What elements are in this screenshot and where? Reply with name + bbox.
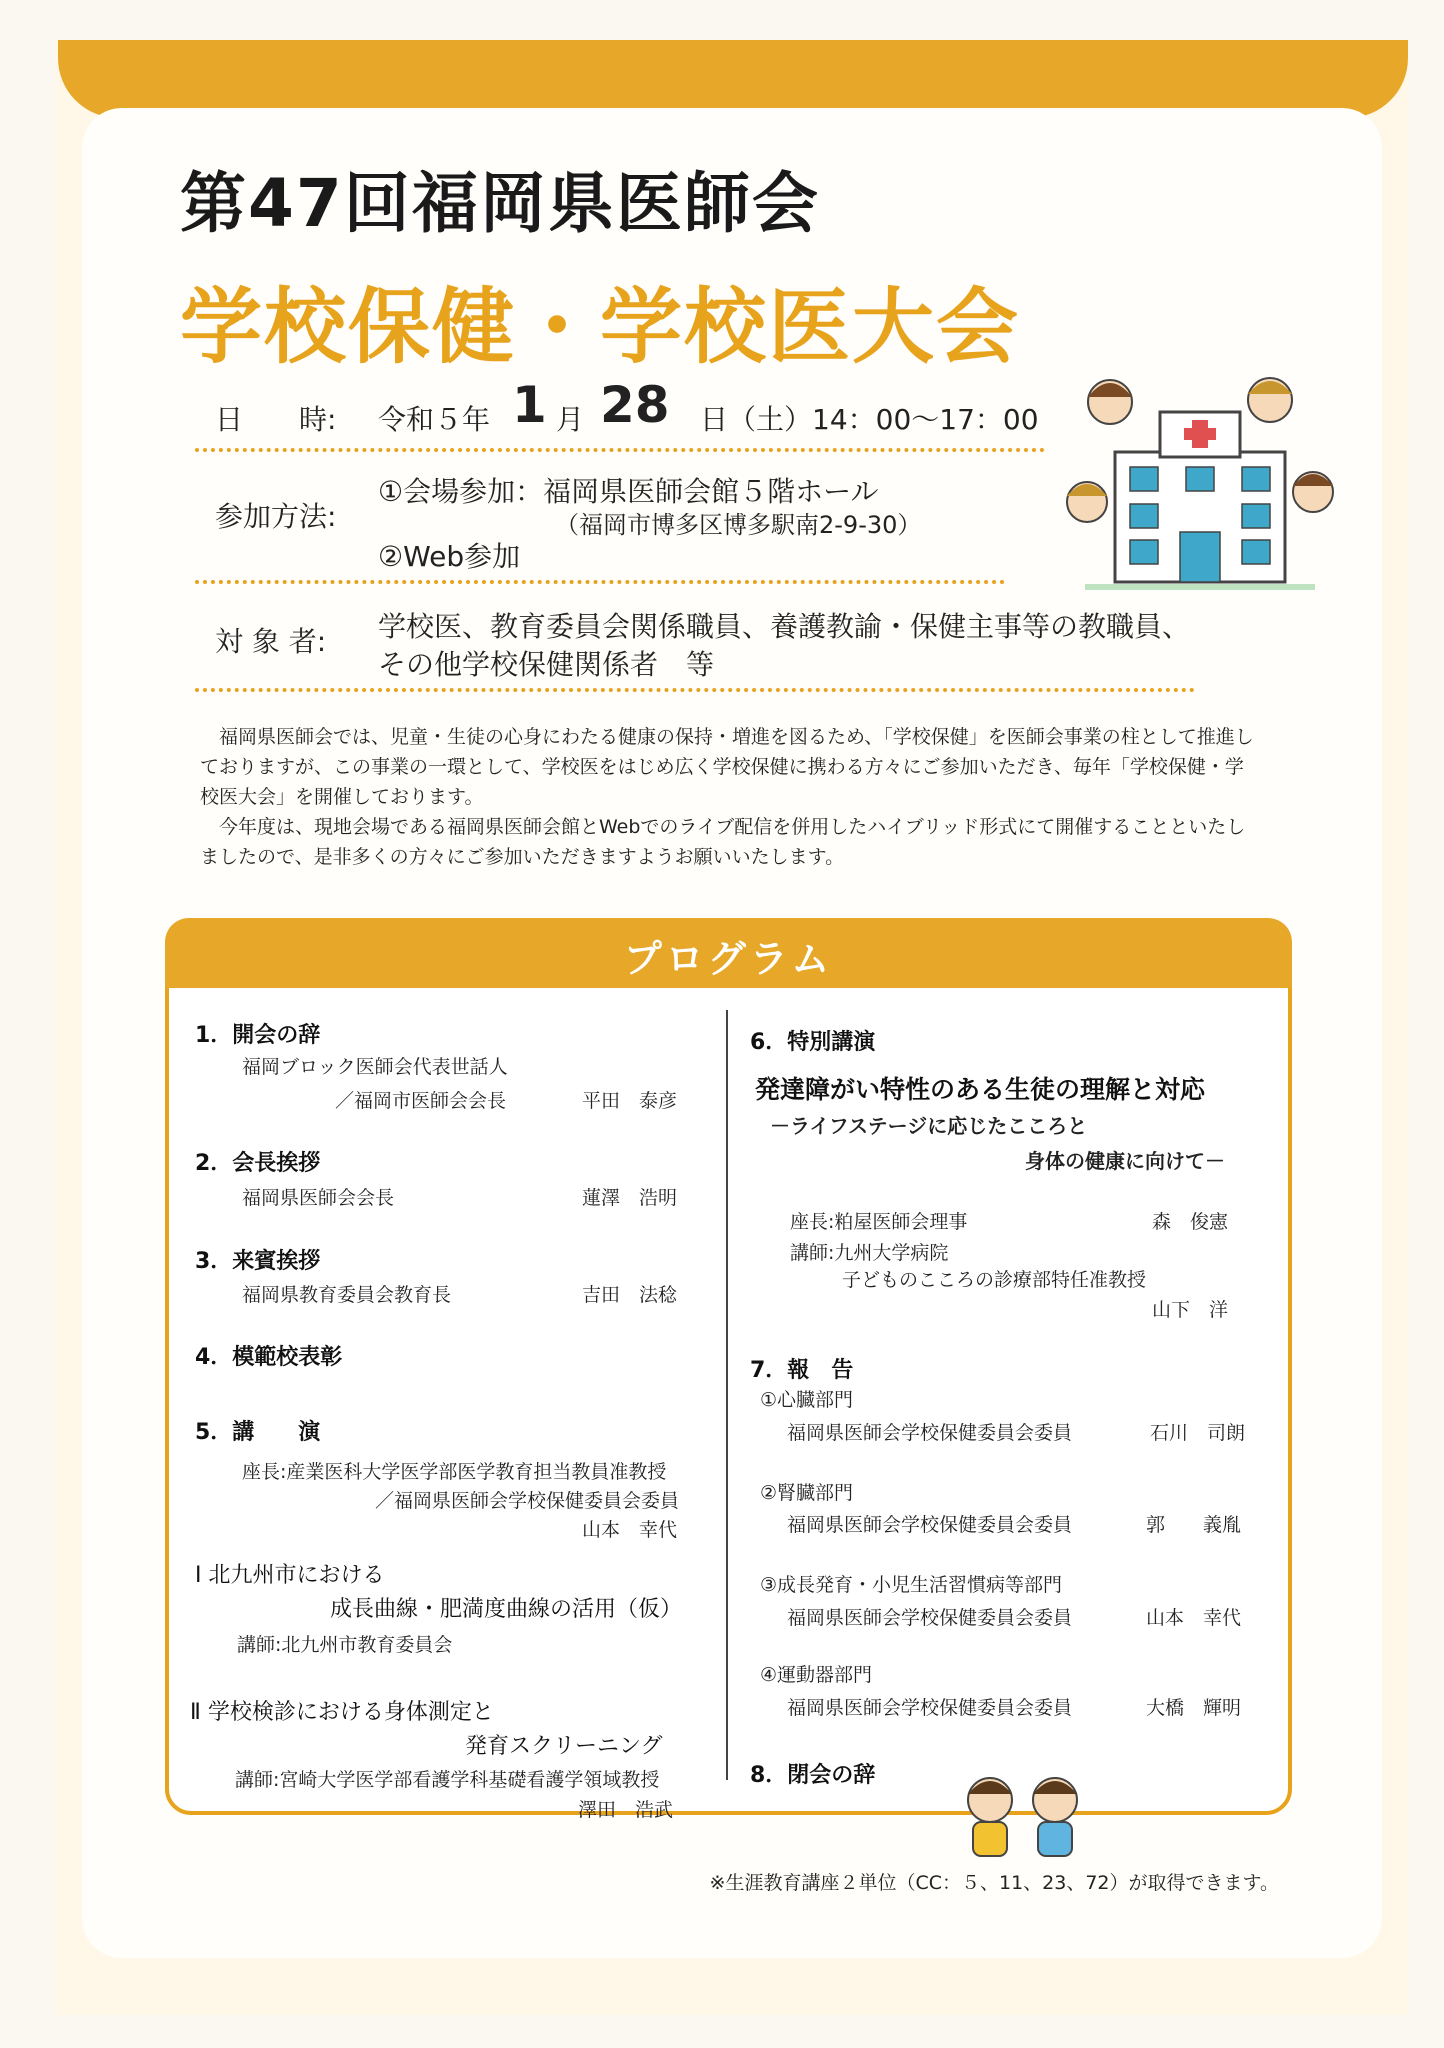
event-title-line2: 学校保健・学校医大会 [180,280,1021,375]
program-item-7-3-role: 福岡県医師会学校保健委員会委員 [787,1607,1073,1629]
program-item-6-lecturer-a: 講師:九州大学病院 [790,1242,949,1264]
program-item-7-1-name: 石川 司朗 [1150,1422,1246,1444]
hospital-illustration-icon [1065,372,1335,592]
program-item-5-talk-2-name: 澤田 浩武 [578,1799,674,1821]
program-item-7-4: ④運動器部門 [760,1664,873,1686]
date-suffix: 日（土）14：00～17：00 [700,403,1039,436]
program-item-1: 1．開会の辞 [195,1023,321,1048]
program-item-5-talk-1-lecturer: 講師:北九州市教育委員会 [237,1634,453,1656]
program-item-6-subtitle-b: 身体の健康に向けて－ [1025,1149,1225,1173]
method-web: ②Web参加 [378,540,521,573]
program-item-1-name: 平田 泰彦 [582,1090,678,1112]
program-item-7-3-name: 山本 幸代 [1146,1607,1242,1629]
intro-text [200,722,1260,872]
date-day: 28 [600,376,670,434]
program-column-divider [726,1010,728,1780]
program-item-5-chair-name: 山本 幸代 [582,1519,678,1541]
program-item-2: 2．会長挨拶 [195,1151,321,1176]
intro-paragraph-2: 今年度は、現地会場である福岡県医師会館とWebでのライブ配信を併用したハイブリッド形式にて開催することといたしましたので、是非多くの方々にご参加いただきますようお願いいたします。 [200,816,1246,868]
method-venue-address: （福岡市博多区博多駅南2-9-30） [555,511,922,539]
footer-note: ※生涯教育講座２単位（CC：５、11、23、72）が取得できます。 [709,1872,1279,1894]
program-item-7-3: ③成長発育・小児生活習慣病等部門 [760,1574,1063,1596]
program-item-6: 6．特別講演 [750,1030,876,1055]
program-title: プログラム [623,937,834,981]
method-venue: ①会場参加：福岡県医師会館５階ホール [378,475,879,508]
target-line1: 学校医、教育委員会関係職員、養護教諭・保健主事等の教職員、 [378,610,1191,643]
program-item-5-chair-b: ／福岡県医師会学校保健委員会委員 [375,1490,680,1512]
program-item-5-talk-2-lecturer: 講師:宮崎大学医学部看護学科基礎看護学領域教授 [235,1769,660,1791]
program-item-5-talk-2-b: 発育スクリーニング [465,1734,663,1759]
program-item-3-name: 吉田 法稔 [582,1284,678,1306]
date-prefix: 令和５年 [378,403,491,436]
intro-paragraph-1: 福岡県医師会では、児童・生徒の心身にわたる健康の保持・増進を図るため、「学校保健」を医師会事業の柱として推進しておりますが、この事業の一環として、学校医をはじめ広く学校保健に携わる方々にご参加いただき、毎年「学校保健・学校医大会」を開催しております。 [200,726,1254,808]
program-item-7-4-name: 大橋 輝明 [1146,1697,1242,1719]
program-item-3-role: 福岡県教育委員会教育長 [242,1284,452,1306]
program-item-6-title: 発達障がい特性のある生徒の理解と対応 [755,1075,1206,1104]
program-item-8: 8．閉会の辞 [750,1763,876,1788]
program-item-7-2-role: 福岡県医師会学校保健委員会委員 [787,1514,1073,1536]
dotted-divider [195,448,1045,452]
target-line2: その他学校保健関係者 等 [378,648,715,681]
top-banner [58,40,1408,118]
dotted-divider [195,688,1195,692]
program-item-2-role: 福岡県医師会会長 [242,1187,395,1209]
program-item-5: 5．講 演 [195,1420,321,1445]
program-item-5-talk-1-a: Ⅰ 北九州市における [195,1563,385,1588]
program-item-1-role-a: 福岡ブロック医師会代表世話人 [242,1056,508,1078]
program-item-7-2: ②腎臓部門 [760,1482,854,1504]
date-label: 日 時: [215,403,337,436]
program-item-6-lecturer-name: 山下 洋 [1152,1299,1229,1321]
date-month: 1 [512,376,547,434]
program-item-7: 7．報 告 [750,1358,854,1383]
method-label: 参加方法: [215,500,337,533]
program-item-5-talk-2-a: Ⅱ 学校検診における身体測定と [190,1700,494,1725]
children-illustration-icon [955,1772,1095,1862]
program-item-7-1: ①心臓部門 [760,1389,854,1411]
program-item-6-subtitle-a: －ライフステージに応じたこころと [770,1114,1088,1138]
dotted-divider [195,580,1005,584]
program-item-7-2-name: 郭 義胤 [1146,1514,1242,1536]
program-item-5-talk-1-b: 成長曲線・肥満度曲線の活用（仮） [330,1597,683,1622]
program-item-4: 4．模範校表彰 [195,1345,343,1370]
program-item-6-chair: 座長:粕屋医師会理事 [790,1211,968,1233]
program-item-5-chair-a: 座長:産業医科大学医学部医学教育担当教員准教授 [242,1461,667,1483]
program-item-2-name: 蓮澤 浩明 [582,1187,678,1209]
program-item-6-lecturer-b: 子どものこころの診療部特任准教授 [842,1269,1147,1291]
date-month-unit: 月 [556,403,585,436]
program-item-3: 3．来賓挨拶 [195,1249,321,1274]
event-title-line1: 第47回福岡県医師会 [180,165,820,242]
program-item-1-role-b: ／福岡市医師会会長 [335,1090,507,1112]
program-header [165,918,1292,988]
program-item-7-1-role: 福岡県医師会学校保健委員会委員 [787,1422,1073,1444]
target-label: 対 象 者: [215,625,327,658]
program-item-6-chair-name: 森 俊憲 [1152,1211,1229,1233]
program-item-7-4-role: 福岡県医師会学校保健委員会委員 [787,1697,1073,1719]
